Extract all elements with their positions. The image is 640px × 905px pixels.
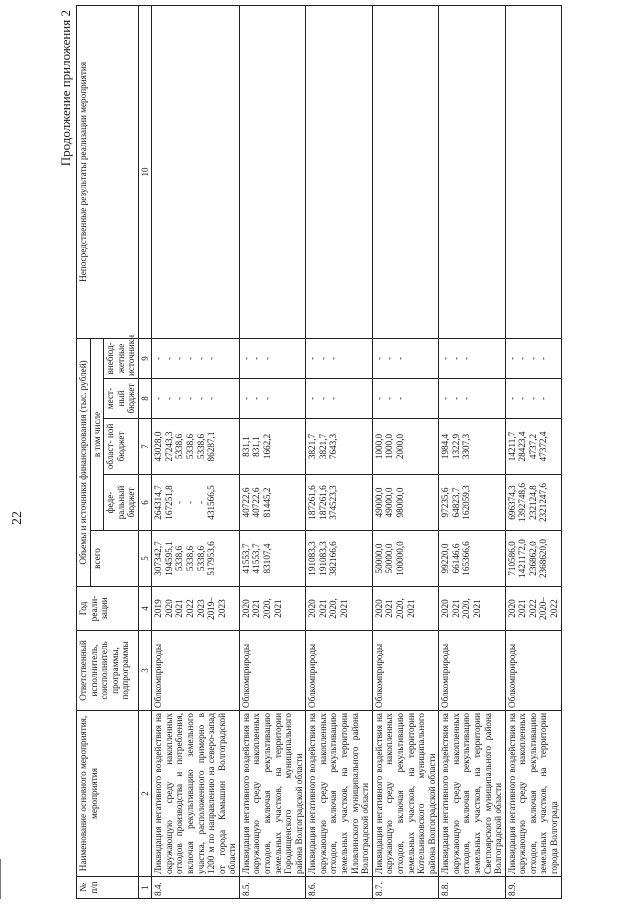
- local-cell: [372, 379, 438, 419]
- cell-value: 98000,0: [394, 487, 405, 518]
- measure-name: Ликвидация негативного воздействия на окружающую среду накопленных отходов производства и потребления, включая рекультивацию земельного участка, расположенного примерно в 1200 м по направлению на северо-запад от города Камышин Волгоградской области: [152, 711, 240, 877]
- results-cell: [152, 5, 240, 338]
- cell-value: -: [527, 396, 538, 401]
- header-extra: внебюд- жетные источники: [104, 338, 139, 378]
- total-cell: [505, 531, 561, 587]
- cell-value: 236862,0: [527, 541, 538, 576]
- header-funding-group: Объемы и источники финансирования (тыс. рублей): [77, 338, 91, 586]
- cell-value: -: [450, 396, 461, 401]
- cell-value: 7643,3: [328, 433, 339, 460]
- regional-cell: [306, 419, 372, 475]
- cell-value: -: [240, 356, 251, 360]
- cell-value: 307342,7: [153, 541, 164, 576]
- measure-name: Ликвидация негативного воздействия на окружающую среду накопленных отходов, включая рекультивацию земельных участков, на территории Светлоярского муниципального района Волгоградской области: [439, 711, 505, 877]
- cell-value: 81445,2: [262, 487, 273, 518]
- col-index: 2: [138, 711, 151, 877]
- cell-value: -: [461, 396, 472, 401]
- table-row: [239, 5, 305, 898]
- cell-value: -: [153, 396, 164, 401]
- total-cell: [306, 531, 372, 587]
- cell-value: 86287,1: [206, 431, 217, 462]
- cell-value: 41553,7: [240, 543, 251, 574]
- year-cell: [239, 587, 305, 631]
- cell-value: 64823,7: [450, 487, 461, 518]
- responsible-executor: Облкомприроды: [372, 631, 438, 711]
- results-cell: [306, 5, 372, 338]
- regional-cell: [505, 419, 561, 475]
- row-number: 8.6.: [306, 877, 372, 899]
- cell-value: 2020–2022: [538, 597, 560, 620]
- cell-value: 2021: [317, 599, 328, 618]
- cell-value: 194595,1: [163, 541, 174, 576]
- cell-value: -: [328, 396, 339, 401]
- cell-value: -: [317, 356, 328, 360]
- cell-value: 27243,3: [163, 431, 174, 462]
- cell-value: -: [184, 500, 195, 505]
- cell-value: -: [206, 356, 217, 360]
- cell-value: 47372,4: [538, 431, 549, 462]
- cell-value: 2022: [527, 599, 538, 618]
- col-index: 8: [138, 379, 151, 419]
- header-including: в том числе: [90, 338, 104, 530]
- cell-value: 2023: [195, 599, 206, 618]
- cell-value: 1421172,0: [517, 539, 528, 578]
- cell-value: 191083,3: [307, 541, 318, 576]
- cell-value: 50000,0: [384, 543, 395, 574]
- cell-value: 99220,0: [440, 543, 451, 574]
- regional-cell: [152, 419, 240, 475]
- responsible-executor: Облкомприроды: [239, 631, 305, 711]
- cell-value: 517953,6: [206, 541, 217, 576]
- federal-cell: [239, 475, 305, 531]
- cell-value: 49000,0: [373, 487, 384, 518]
- measure-name: Ликвидация негативного воздействия на окружающую среду накопленных отходов, включая рекультивацию земельных участков, на территории Иловлинского муниципального района Волгоградской области: [306, 711, 372, 877]
- responsible-executor: Облкомприроды: [152, 631, 240, 711]
- cell-value: -: [538, 396, 549, 401]
- cell-value: 165366,6: [461, 541, 472, 576]
- local-cell: [439, 379, 505, 419]
- cell-value: -: [373, 396, 384, 401]
- scan-edge-line: [0, 859, 1, 899]
- cell-value: 2019: [153, 599, 164, 618]
- cell-value: 2000,0: [394, 433, 405, 460]
- local-cell: [152, 379, 240, 419]
- cell-value: 2020: [506, 599, 517, 618]
- cell-value: 2022: [184, 599, 195, 618]
- cell-value: 191083,3: [317, 541, 328, 576]
- measure-name: Ликвидация негативного воздействия на окружающую среду накопленных отходов, включая рекультивацию земельных участков, на территории города Волгограда: [505, 711, 561, 877]
- cell-value: 5338,6: [184, 433, 195, 460]
- cell-value: 97235,6: [440, 487, 451, 518]
- extra-cell: [152, 338, 240, 378]
- header-name: Наименование основного мероприятия, мероприятия: [77, 711, 139, 877]
- cell-value: 187261,6: [307, 485, 318, 520]
- cell-value: 2021: [174, 599, 185, 618]
- cell-value: 49000,0: [384, 487, 395, 518]
- cell-value: 100000,0: [394, 541, 405, 576]
- cell-value: 2020, 2021: [328, 598, 350, 619]
- cell-value: -: [440, 396, 451, 401]
- measure-name: Ликвидация негативного воздействия на окружающую среду накопленных отходов, включая рекультивацию земельных участков, на территории Городищенского муниципального района Волгоградской области: [239, 711, 305, 877]
- total-cell: [239, 531, 305, 587]
- cell-value: -: [174, 396, 185, 401]
- federal-cell: [439, 475, 505, 531]
- cell-value: -: [195, 356, 206, 360]
- cell-value: -: [251, 356, 262, 360]
- cell-value: -: [538, 356, 549, 360]
- year-cell: [152, 587, 240, 631]
- results-cell: [372, 5, 438, 338]
- cell-value: 232124,8: [527, 485, 538, 520]
- col-index: 4: [138, 587, 151, 631]
- row-number: 8.7.: [372, 877, 438, 899]
- extra-cell: [439, 338, 505, 378]
- responsible-executor: Облкомприроды: [439, 631, 505, 711]
- cell-value: 1000,0: [384, 433, 395, 460]
- federal-cell: [505, 475, 561, 531]
- cell-value: -: [184, 356, 195, 360]
- regional-cell: [239, 419, 305, 475]
- header-local: мест- ный бюджет: [104, 379, 139, 419]
- cell-value: 2019–2023: [206, 597, 227, 620]
- cell-value: 5338,6: [195, 545, 206, 572]
- cell-value: -: [163, 356, 174, 360]
- cell-value: 5338,6: [184, 545, 195, 572]
- cell-value: 2020: [163, 599, 174, 618]
- extra-cell: [239, 338, 305, 378]
- cell-value: 187261,6: [317, 485, 328, 520]
- cell-value: 1392748,6: [517, 482, 528, 523]
- cell-value: 40722,6: [240, 487, 251, 518]
- table-row: [439, 5, 505, 898]
- year-cell: [306, 587, 372, 631]
- measure-name: Ликвидация негативного воздействия на окружающую среду накопленных отходов, включая рекультивацию земельных участков, на территории Котельниковского муниципального района Волгоградской области: [372, 711, 438, 877]
- header-results: Непосредственные результаты реализации мероприятия: [77, 5, 139, 338]
- total-cell: [152, 531, 240, 587]
- cell-value: 5338,6: [174, 433, 185, 460]
- cell-value: -: [240, 396, 251, 401]
- header-responsible: Ответственный исполнитель, соисполнитель программы, подпрограммы: [77, 631, 139, 711]
- cell-value: 710586,0: [506, 541, 517, 576]
- year-cell: [439, 587, 505, 631]
- header-total: всего: [90, 531, 138, 587]
- table-row: [372, 5, 438, 898]
- cell-value: 4737,2: [527, 433, 538, 460]
- col-index: 9: [138, 338, 151, 378]
- row-number: 8.4.: [152, 877, 240, 899]
- cell-value: 382166,6: [328, 541, 339, 576]
- cell-value: 28423,4: [517, 431, 528, 462]
- cell-value: 431566,5: [206, 485, 217, 520]
- cell-value: 3821,7: [317, 433, 328, 460]
- col-index: 10: [138, 5, 151, 338]
- federal-cell: [372, 475, 438, 531]
- cell-value: -: [184, 396, 195, 401]
- cell-value: 2020, 2021: [262, 598, 283, 619]
- cell-value: 2021: [251, 599, 262, 618]
- cell-value: -: [174, 356, 185, 360]
- header-year: Год реали- зации: [77, 587, 139, 631]
- table-row: [306, 5, 372, 898]
- regional-cell: [372, 419, 438, 475]
- header-num: № п/п: [77, 877, 139, 899]
- cell-value: -: [450, 356, 461, 360]
- cell-value: 3821,7: [307, 433, 318, 460]
- header-regional: област- ной бюджет: [104, 419, 139, 475]
- cell-value: 2368620,0: [538, 538, 549, 579]
- col-index: 1: [138, 877, 151, 899]
- cell-value: 2021: [517, 599, 528, 618]
- table-row: [152, 5, 240, 898]
- cell-value: 1984,4: [440, 433, 451, 460]
- total-cell: [372, 531, 438, 587]
- cell-value: -: [317, 396, 328, 401]
- row-number: 8.8.: [439, 877, 505, 899]
- cell-value: -: [195, 500, 206, 505]
- cell-value: -: [307, 396, 318, 401]
- header-federal: феде- ральный бюджет: [104, 475, 139, 531]
- cell-value: -: [440, 356, 451, 360]
- table-body: [152, 5, 561, 898]
- table-header: [77, 5, 152, 898]
- cell-value: -: [517, 356, 528, 360]
- cell-value: 2021: [450, 599, 461, 618]
- cell-value: -: [384, 356, 395, 360]
- cell-value: 2020: [240, 599, 251, 618]
- cell-value: 3307,3: [461, 433, 472, 460]
- col-index: 7: [138, 419, 151, 475]
- row-number: 8.9.: [505, 877, 561, 899]
- cell-value: -: [394, 356, 405, 360]
- cell-value: 50000,0: [373, 543, 384, 574]
- results-cell: [239, 5, 305, 338]
- regional-cell: [439, 419, 505, 475]
- extra-cell: [505, 338, 561, 378]
- page-number: 22: [10, 511, 25, 525]
- cell-value: 83107,4: [262, 543, 273, 574]
- cell-value: 1322,9: [450, 433, 461, 460]
- results-cell: [439, 5, 505, 338]
- continuation-label: Продолжение приложения 2: [58, 10, 73, 167]
- year-cell: [372, 587, 438, 631]
- cell-value: 2321247,6: [538, 482, 549, 523]
- cell-value: 1000,0: [373, 433, 384, 460]
- cell-value: -: [307, 356, 318, 360]
- col-index: 5: [138, 531, 151, 587]
- extra-cell: [306, 338, 372, 378]
- cell-value: -: [517, 396, 528, 401]
- year-cell: [505, 587, 561, 631]
- cell-value: 162059,3: [461, 485, 472, 520]
- cell-value: 167251,8: [163, 485, 174, 520]
- col-index: 6: [138, 475, 151, 531]
- cell-value: -: [251, 396, 262, 401]
- cell-value: 2021: [384, 599, 395, 618]
- cell-value: -: [373, 356, 384, 360]
- cell-value: 831,1: [240, 436, 251, 457]
- cell-value: 66146,6: [450, 543, 461, 574]
- results-cell: [505, 5, 561, 338]
- cell-value: 2020: [440, 599, 451, 618]
- federal-cell: [152, 475, 240, 531]
- col-index: 3: [138, 631, 151, 711]
- cell-value: 1662,2: [262, 433, 273, 460]
- cell-value: -: [384, 396, 395, 401]
- cell-value: -: [394, 396, 405, 401]
- cell-value: -: [262, 396, 273, 401]
- responsible-executor: Облкомприроды: [505, 631, 561, 711]
- local-cell: [306, 379, 372, 419]
- total-cell: [439, 531, 505, 587]
- responsible-executor: Облкомприроды: [306, 631, 372, 711]
- cell-value: 43028,0: [153, 431, 164, 462]
- cell-value: 41553,7: [251, 543, 262, 574]
- cell-value: 2020, 2021: [461, 598, 482, 619]
- cell-value: 696374,3: [506, 485, 517, 520]
- cell-value: -: [527, 356, 538, 360]
- cell-value: 831,1: [251, 436, 262, 457]
- cell-value: 374523,3: [328, 485, 339, 520]
- column-index-row: [138, 5, 151, 898]
- cell-value: 2020: [373, 599, 384, 618]
- cell-value: -: [506, 356, 517, 360]
- cell-value: 264314,7: [153, 485, 164, 520]
- federal-cell: [306, 475, 372, 531]
- cell-value: -: [461, 356, 472, 360]
- cell-value: -: [206, 396, 217, 401]
- cell-value: -: [328, 356, 339, 360]
- local-cell: [239, 379, 305, 419]
- row-number: 8.5.: [239, 877, 305, 899]
- table-row: [505, 5, 561, 898]
- cell-value: 14211,7: [506, 431, 517, 462]
- extra-cell: [372, 338, 438, 378]
- cell-value: -: [174, 500, 185, 505]
- cell-value: 40722,6: [251, 487, 262, 518]
- cell-value: -: [195, 396, 206, 401]
- funding-table: [76, 5, 562, 899]
- cell-value: 2020, 2021: [394, 598, 416, 619]
- cell-value: -: [153, 356, 164, 360]
- cell-value: 5338,6: [174, 545, 185, 572]
- cell-value: -: [163, 396, 174, 401]
- local-cell: [505, 379, 561, 419]
- cell-value: 2020: [307, 599, 318, 618]
- cell-value: 5338,6: [195, 433, 206, 460]
- cell-value: -: [506, 396, 517, 401]
- cell-value: -: [262, 356, 273, 360]
